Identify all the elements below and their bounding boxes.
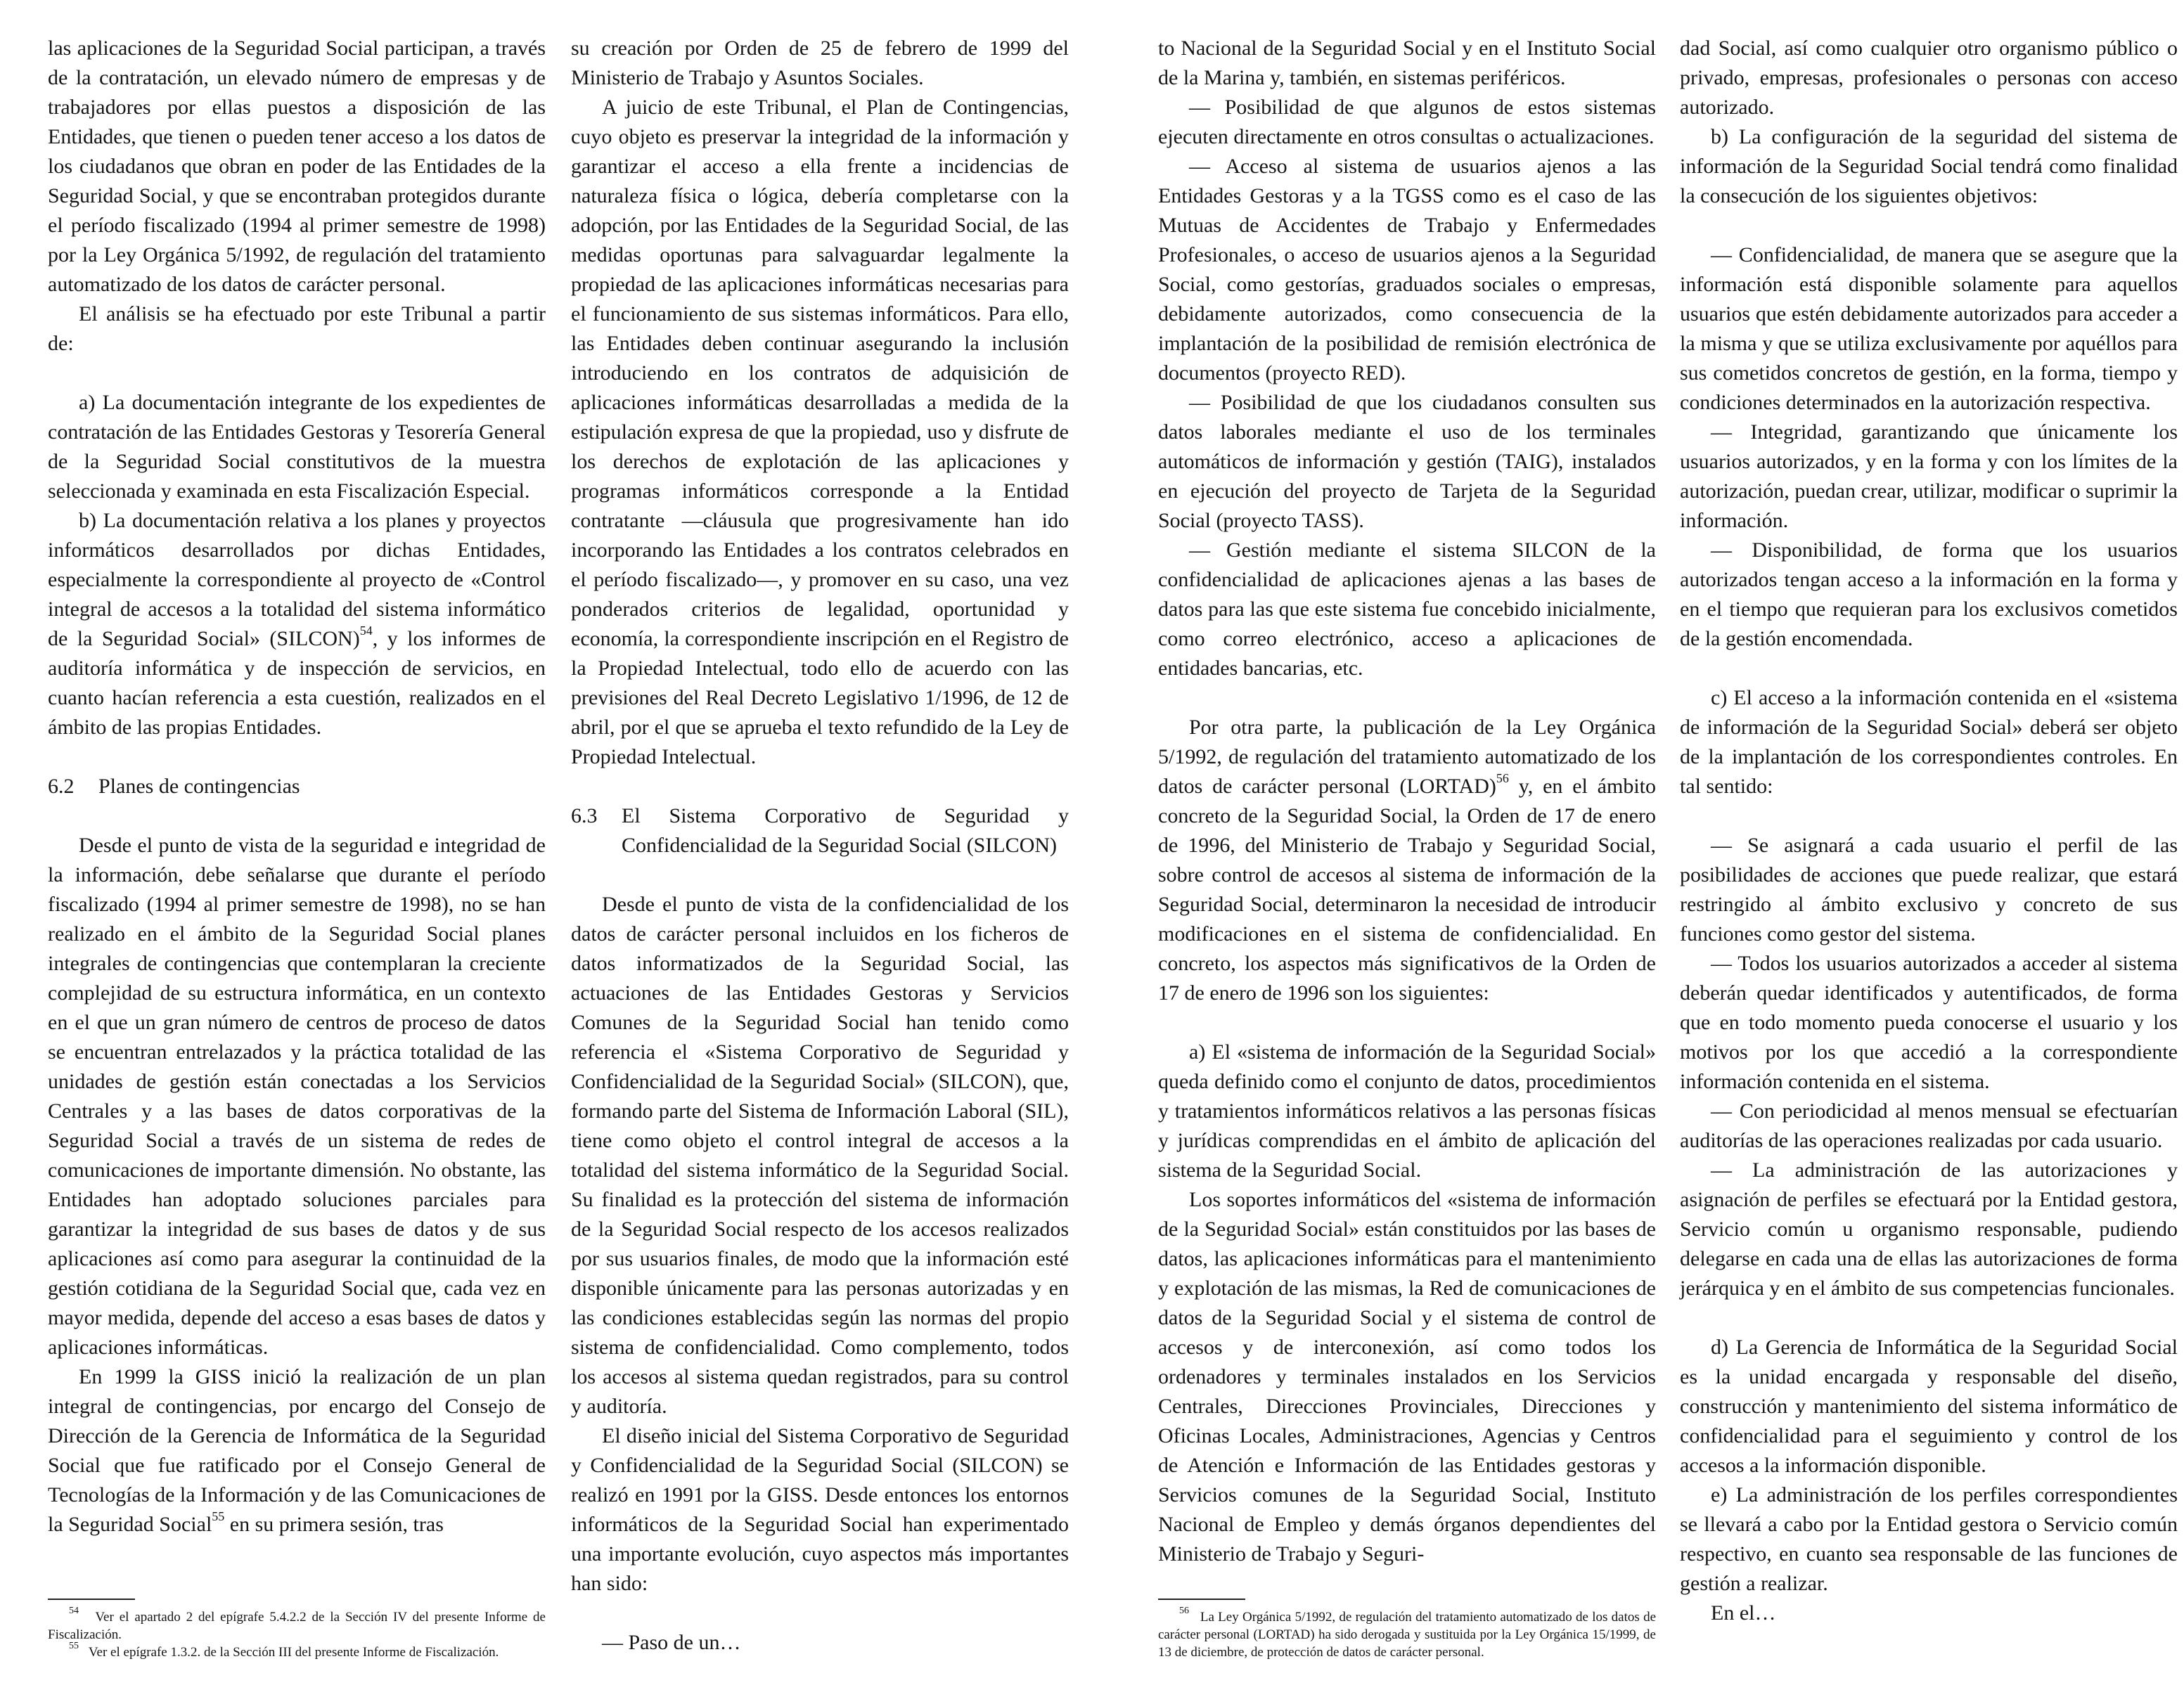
- list-item: [48, 506, 546, 742]
- list-item: — Disponibilidad, de forma que los usuarios autorizados tengan acceso a la información en la forma y en el tiempo que requieran para los exclusivos cometidos de la gestión encomendada.: [1680, 538, 2178, 650]
- footnote-ref: 55: [212, 1509, 225, 1523]
- paragraph: A juicio de este Tribunal, el Plan de Contingencias, cuyo objeto es preservar la integridad de la información y garantizar el acceso a ella frente a incidencias de naturaleza física o lógica, debería completarse con la adopción, por las Entidades de la Seguridad Social, de las medidas oportunas para salvaguardar legalmente la propiedad de las aplicaciones informáticas necesarias para el funcionamiento de sus sistemas informáticos. Para ello, las Entidades deben continuar asegurando la inclusión introduciendo en los contratos de adquisición de aplicaciones informáticas desarrolladas a medida de la estipulación expresa de que la propiedad, uso y disfrute de los derechos de explotación de las aplicaciones y programas informáticos corresponde a la Entidad contratante —cláusula que progresivamente han ido incorporando las Entidades a los contratos celebrados en el período fiscalizado—, y promover en su caso, una vez ponderados criterios de legalidad, oportunidad y economía, la correspondiente inscripción en el Registro de la Propiedad Intelectual, todo ello de acuerdo con las previsiones del Real Decreto Legislativo 1/1996, de 12 de abril, por el que se aprueba el texto refundido de la Ley de Propiedad Intelectual.: [571, 96, 1069, 768]
- paragraph: [1158, 713, 1656, 1008]
- list-item: — Posibilidad de que los ciudadanos consulten sus datos laborales mediante el uso de los terminales automáticos de información y gestión (TAIG), instalados en ejecución del proyecto de Tarjeta de la Seguridad Social (proyecto TASS).: [1158, 391, 1656, 532]
- paragraph: dad Social, así como cualquier otro organismo público o privado, empresas, profesionales o personas con acceso autorizado.: [1680, 37, 2178, 119]
- footnote-ref: 54: [359, 624, 373, 638]
- list-item: — Se asignará a cada usuario el perfil de las posibilidades de acciones que puede realizar, que estará restringido al ámbito exclusivo y concreto de sus funciones como gestor del sistema.: [1680, 834, 2178, 945]
- footnote-number: 56: [1179, 1605, 1189, 1616]
- section-title: El Sistema Corporativo de Seguridad y Confidencialidad de la Seguridad Social (SILCON): [622, 804, 1069, 857]
- footnote-ref: 56: [1496, 771, 1509, 785]
- paragraph: El diseño inicial del Sistema Corporativo de Seguridad y Confidencialidad de la Seguridad Social (SILCON) se realizó en 1991 por la GISS. Desde entonces los entornos informáticos de la Seguridad Social han experimentado una importante evolución, cuyo aspectos más importantes han sido:: [571, 1424, 1069, 1595]
- footnote-text: La Ley Orgánica 5/1992, de regulación del tratamiento automatizado de los datos de carácter personal (LORTAD) ha sido derogada y sustituida por la Ley Orgánica 15/1999, de 13 de diciembre, de protección de datos de carácter personal.: [1158, 1610, 1657, 1660]
- list-item: d) La Gerencia de Informática de la Seguridad Social es la unidad encargada y responsable del diseño, construcción y mantenimiento del sistema informático de confidencialidad para el seguimiento y control de los accesos a la información disponible.: [1680, 1336, 2178, 1477]
- section-number: 6.2: [48, 775, 75, 798]
- footnote: [48, 1640, 546, 1661]
- list-item: c) El acceso a la información contenida en el «sistema de información de la Seguridad Social» deberá ser objeto de la implantación de los correspondientes controles. En tal sentido:: [1680, 686, 2178, 798]
- paragraph: to Nacional de la Seguridad Social y en el Instituto Social de la Marina y, también, en sistemas periféricos.: [1158, 37, 1656, 89]
- paragraph: El análisis se ha efectuado por este Tribunal a partir de:: [48, 302, 546, 355]
- list-item: — Integridad, garantizando que únicamente los usuarios autorizados, y en la forma y con los límites de la autorización, puedan crear, utilizar, modificar o suprimir la información.: [1680, 420, 2178, 532]
- list-item: — La administración de las autorizaciones y asignación de perfiles se efectuará por la Entidad gestora, Servicio común u organismo responsable, pudiendo delegarse en cada una de ellas las autorizaciones de forma jerárquica y en el ámbito de sus competencias funcionales.: [1680, 1158, 2178, 1300]
- paragraph: En el…: [1711, 1601, 1776, 1625]
- list-item: — Confidencialidad, de manera que se asegure que la información está disponible solamente para aquellos usuarios que estén debidamente autorizados para acceder a la misma y que se utiliza exclusivamente por aquéllos para sus cometidos concretos de gestión, en la forma, tiempo y condiciones determinados en la autorización respectiva.: [1680, 243, 2178, 414]
- right-page: [1092, 0, 2184, 1685]
- footnote-divider: [1158, 1599, 1245, 1600]
- footnotes-left: [48, 1599, 546, 1661]
- footnote-number: 54: [69, 1605, 79, 1616]
- text: y, en el ámbito concreto de la Seguridad Social, la Orden de 17 de enero de 1996, del Ministerio de Trabajo y Seguridad Social, sobre control de accesos al sistema de información de la Seguridad Social, determinaron la necesidad de introducir modificaciones en el sistema de confidencialidad. En concreto, los aspectos más significativos de la Orden de 17 de enero de 1996 son los siguientes:: [1158, 775, 1656, 1005]
- section-title: Planes de contingencias: [98, 775, 300, 798]
- text: Por otra parte, la publicación de la Ley Orgánica 5/1992, de regulación del tratamiento automatizado de los datos de carácter personal (LORTAD): [1158, 716, 1656, 798]
- text: , y los informes de auditoría informática y de inspección de servicios, en cuanto hacían referencia a esta cuestión, realizados en el ámbito de las propias Entidades.: [48, 627, 546, 739]
- list-item: — Posibilidad de que algunos de estos sistemas ejecuten directamente en otros consultas o actualizaciones.: [1158, 96, 1656, 148]
- paragraph: su creación por Orden de 25 de febrero de 1999 del Ministerio de Trabajo y Asuntos Sociales.: [571, 37, 1069, 89]
- paragraph: las aplicaciones de la Seguridad Social participan, a través de la contratación, un elevado número de empresas y de trabajadores por ellas puestos a disposición de las Entidades, que tienen o pueden tener acceso a los datos de los ciudadanos que obran en poder de las Entidades de la Seguridad Social, y que se encontraban protegidos durante el período fiscalizado (1994 al primer semestre de 1998) por la Ley Orgánica 5/1992, de regulación del tratamiento automatizado de los datos de carácter personal.: [48, 37, 546, 296]
- text: En 1999 la GISS inició la realización de un plan integral de contingencias, por encargo del Consejo de Dirección de la Gerencia de Informática de la Seguridad Social que fue ratificado por el Consejo General de Tecnologías de la Información y de las Comunicaciones de la Seguridad Social: [48, 1365, 546, 1536]
- section-heading: [48, 772, 546, 801]
- paragraph: Desde el punto de vista de la seguridad e integridad de la información, debe señalarse que durante el período fiscalizado (1994 al primer semestre de 1998), no se han realizado en el ámbito de la Seguridad Social planes integrales de contingencias que contemplaran la creciente complejidad de su estructura informática, en un contexto en el que un gran número de centros de proceso de datos se encuentran entrelazados y la práctica totalidad de las unidades de gestión están conectadas a los Servicios Centrales y a las bases de datos corporativas de la Seguridad Social a través de un sistema de redes de comunicaciones de importante dimensión. No obstante, las Entidades han adoptado soluciones parciales para garantizar la integridad de sus bases de datos y de sus aplicaciones así como para asegurar la continuidad de la gestión cotidiana de la Seguridad Social que, cada vez en mayor medida, depende del acceso a esas bases de datos y aplicaciones informáticas.: [48, 834, 546, 1359]
- text: b) La documentación relativa a los planes y proyectos informáticos desarrollados por dichas Entidades, especialmente la correspondiente al proyecto de «Control integral de accesos a la totalidad del sistema informático de la Seguridad Social» (SILCON): [48, 509, 546, 650]
- column-3: [1158, 34, 1656, 1569]
- footnote-number: 55: [69, 1640, 79, 1651]
- paragraph: Desde el punto de vista de la confidencialidad de los datos de carácter personal incluidos en los ficheros de datos informatizados de la Seguridad Social, las actuaciones de las Entidades Gestoras y Servicios Comunes de la Seguridad Social han tenido como referencia el «Sistema Corporativo de Seguridad y Confidencialidad de la Seguridad Social» (SILCON), que, formando parte del Sistema de Información Laboral (SIL), tiene como objeto el control integral de accesos a la totalidad del sistema informático de la Seguridad Social. Su finalidad es la protección del sistema de información de la Seguridad Social respecto de los accesos realizados por sus usuarios finales, de modo que la información esté disponible únicamente para las personas autorizadas y en las condiciones establecidas según las normas del propio sistema de confidencialidad. Como complemento, todos los accesos al sistema quedan registrados, para su control y auditoría.: [571, 893, 1069, 1418]
- list-item: — Todos los usuarios autorizados a acceder al sistema deberán quedar identificados y autentificados, de forma que en todo momento pueda conocerse el usuario y los motivos por los que accedió a la correspondiente información contenida en el sistema.: [1680, 952, 2178, 1093]
- footnote-divider: [48, 1599, 135, 1600]
- section-heading: [571, 801, 1069, 860]
- list-item: e) La administración de los perfiles correspondientes se llevará a cabo por la Entidad gestora o Servicio común respectivo, en cuanto sea responsable de las funciones de gestión a realizar.: [1680, 1483, 2178, 1595]
- footnote: [48, 1605, 546, 1644]
- list-item: a) La documentación integrante de los expedientes de contratación de las Entidades Gestoras y Tesorería General de la Seguridad Social constitutivos de la muestra seleccionada y examinada en esta Fiscalización Especial.: [48, 391, 546, 503]
- list-item: — Paso de un…: [602, 1631, 741, 1654]
- list-item: b) La configuración de la seguridad del sistema de información de la Seguridad Social tendrá como finalidad la consecución de los siguientes objetivos:: [1680, 125, 2178, 207]
- list-item: — Acceso al sistema de usuarios ajenos a las Entidades Gestoras y a la TGSS como es el caso de las Mutuas de Accidentes de Trabajo y Enfermedades Profesionales, o acceso de usuarios ajenos a la Seguridad Social, como gestorías, graduados sociales o empresas, debidamente autorizados, como consecuencia de la implantación de la posibilidad de remisión electrónica de documentos (proyecto RED).: [1158, 155, 1656, 385]
- text: en su primera sesión, tras: [224, 1513, 444, 1536]
- list-item: — Con periodicidad al menos mensual se efectuarían auditorías de las operaciones realizadas por cada usuario.: [1680, 1099, 2178, 1152]
- footnote-text: Ver el apartado 2 del epígrafe 5.4.2.2 de la Sección IV del presente Informe de Fiscalización.: [48, 1610, 546, 1642]
- paragraph: [48, 1362, 546, 1539]
- footnote-text: Ver el epígrafe 1.3.2. de la Sección III del presente Informe de Fiscalización.: [88, 1645, 499, 1660]
- column-4: [1680, 34, 2178, 1628]
- list-item: a) El «sistema de información de la Seguridad Social» queda definido como el conjunto de datos, procedimientos y tratamientos informáticos relativos a las personas físicas y jurídicas comprendidas en el ámbito de aplicación del sistema de la Seguridad Social.: [1158, 1040, 1656, 1182]
- footnotes-right: [1158, 1599, 1656, 1661]
- column-1: [48, 34, 546, 1539]
- list-item: — Gestión mediante el sistema SILCON de la confidencialidad de aplicaciones ajenas a las bases de datos para las que este sistema fue concebido inicialmente, como correo electrónico, acceso a aplicaciones de entidades bancarias, etc.: [1158, 538, 1656, 680]
- footnote: [1158, 1605, 1657, 1661]
- section-number: 6.3: [571, 804, 598, 827]
- paragraph: Los soportes informáticos del «sistema de información de la Seguridad Social» están constituidos por las bases de datos, las aplicaciones informáticas para el mantenimiento y explotación de las mismas, la Red de comunicaciones de datos de la Seguridad Social y el sistema de control de accesos y de interconexión, así como todos los ordenadores y terminales instalados en los Servicios Centrales, Direcciones Provinciales, Direcciones y Oficinas Locales, Administraciones, Agencias y Centros de Atención e Información de las Entidades gestoras y Servicios comunes de la Seguridad Social, Instituto Nacional de Empleo y demás órganos dependientes del Ministerio de Trabajo y Seguri-: [1158, 1188, 1656, 1565]
- column-2: [571, 34, 1069, 1658]
